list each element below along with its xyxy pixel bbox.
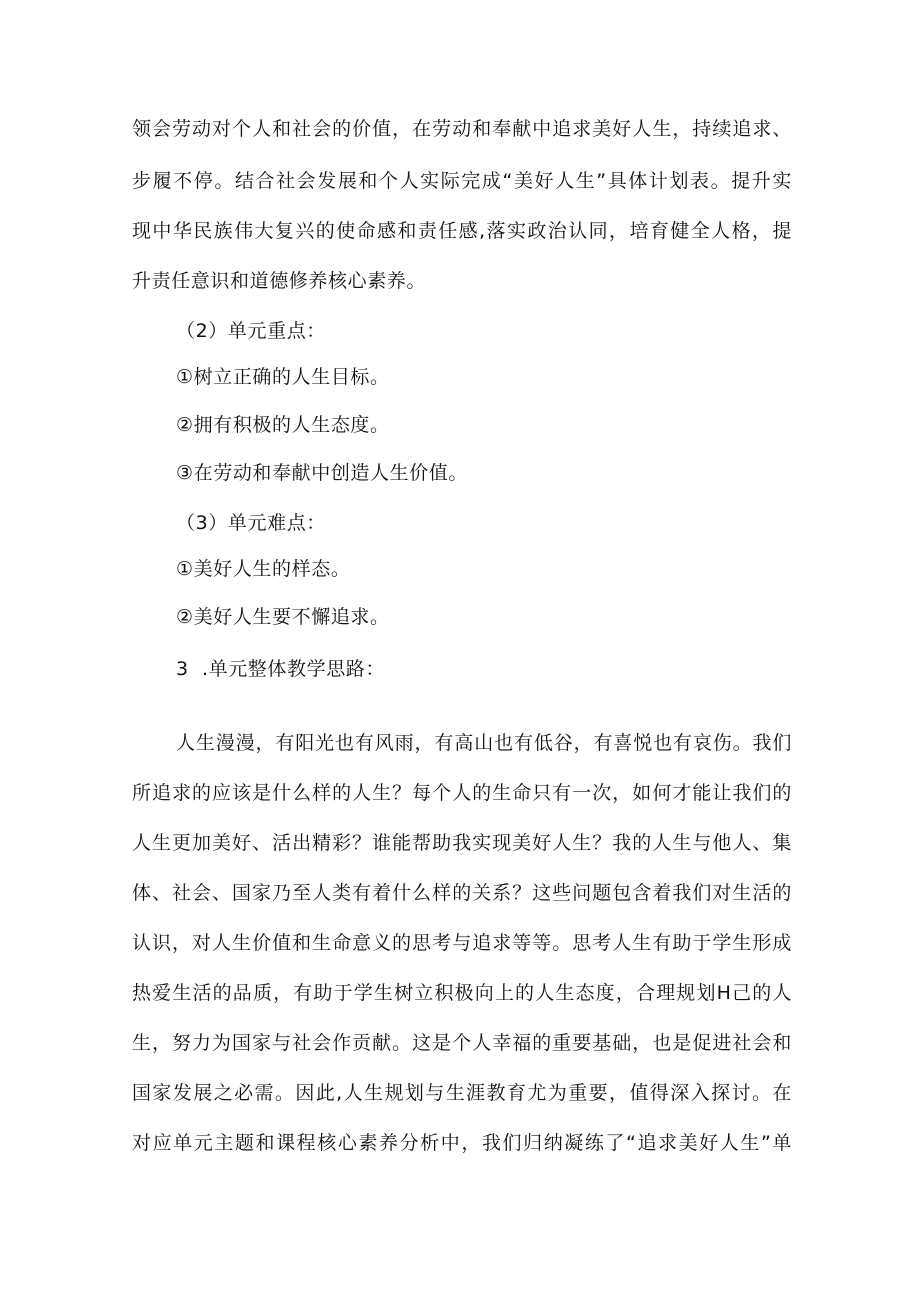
paragraph-line: 现中华民族伟大复兴的使命感和责任感,落实政治认同，培育健全人格，提 [132, 220, 792, 242]
paragraph-line: 热爱生活的品质，有助于学生树立积极向上的人生态度，合理规划H己的人 [132, 982, 792, 1004]
paragraph-line: 对应单元主题和课程核心素养分析中，我们归纳凝练了“追求美好人生”单 [132, 1132, 792, 1154]
paragraph-line: 认识，对人生价值和生命意义的思考与追求等等。思考人生有助于学生形成 [132, 932, 792, 954]
paragraph-line: 人生更加美好、活出精彩？谁能帮助我实现美好人生？我的人生与他人、集 [132, 832, 792, 854]
difficult-point-item: ①美好人生的样态。 [176, 558, 351, 580]
paragraph-line: 所追求的应该是什么样的人生？每个人的生命只有一次，如何才能让我们的 [132, 782, 792, 804]
paragraph-line: 升责任意识和道德修养核心素养。 [132, 270, 427, 292]
key-point-item: ③在劳动和奉献中创造人生价值。 [176, 462, 469, 484]
difficult-point-item: ②美好人生要不懈追求。 [176, 606, 390, 628]
paragraph-line: 领会劳动对个人和社会的价值，在劳动和奉献中追求美好人生，持续追求、 [132, 118, 792, 140]
paragraph-line: 体、社会、国家乃至人类有着什么样的关系？这些问题包含着我们对生活的 [132, 882, 792, 904]
difficult-points-heading: （3）单元难点： [176, 512, 326, 534]
paragraph-line: 生，努力为国家与社会作贡献。这是个人幸福的重要基础，也是促进社会和 [132, 1032, 792, 1054]
key-point-item: ②拥有积极的人生态度。 [176, 414, 390, 436]
paragraph-line: 国家发展之必需。因此,人生规划与生涯教育尤为重要，值得深入探讨。在 [132, 1082, 792, 1104]
paragraph-line: 步履不停。结合社会发展和个人实际完成“美好人生”具体计划表。提升实 [132, 170, 792, 192]
key-point-item: ①树立正确的人生目标。 [176, 366, 390, 388]
section-3-heading: 3 .单元整体教学思路： [176, 658, 386, 680]
paragraph-line: 人生漫漫，有阳光也有风雨，有高山也有低谷，有喜悦也有哀伤。我们 [176, 732, 792, 754]
key-points-heading: （2）单元重点： [176, 320, 326, 342]
